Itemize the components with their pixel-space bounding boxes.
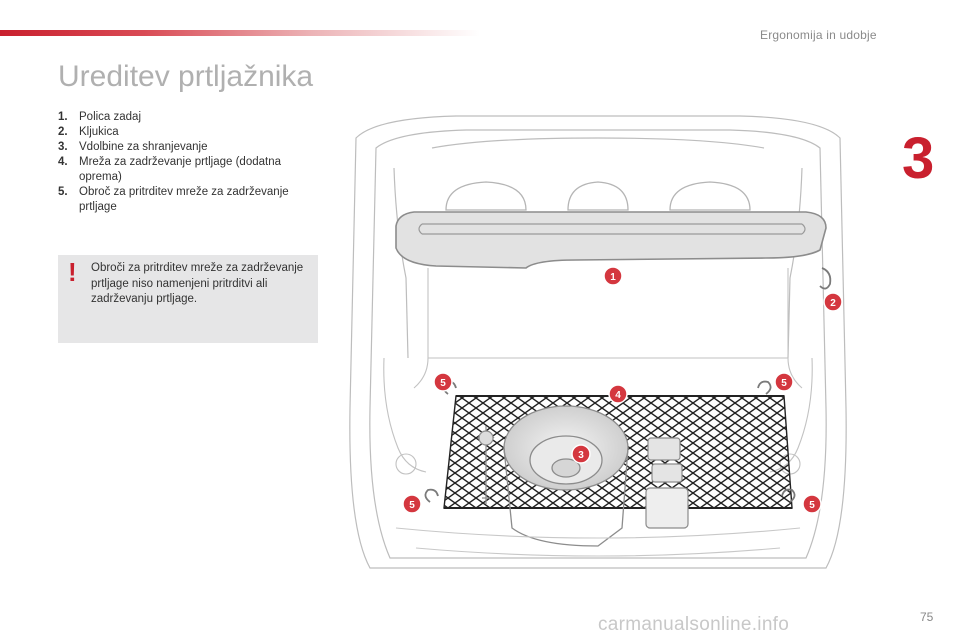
legend-number: 4. [58, 156, 68, 168]
legend-number: 5. [58, 186, 68, 198]
parcel-shelf [396, 212, 826, 268]
callout-label: 3 [578, 450, 584, 461]
callout-label: 2 [830, 298, 836, 309]
warning-box [58, 255, 318, 343]
callout-label: 5 [440, 378, 446, 389]
callout-label: 5 [409, 500, 415, 511]
legend-item [58, 140, 318, 155]
chapter-number: 3 [902, 126, 935, 191]
legend-text: Polica zadaj [79, 111, 142, 123]
warning-text: Obroči za pritrditev mreže za zadrževanje prtljage niso namenjeni pritrditvi ali zadrževanju prtljage. [91, 262, 304, 305]
legend-number: 3. [58, 141, 68, 153]
callout-5 [403, 495, 421, 513]
legend-number: 2. [58, 126, 68, 138]
trunk-illustration [336, 108, 860, 578]
page-number: 75 [920, 610, 934, 624]
callout-4 [609, 385, 627, 403]
callout-label: 5 [781, 378, 787, 389]
exclamation-icon: ! [68, 257, 77, 287]
callout-2 [824, 293, 842, 311]
legend-text: Obroč za pritrditev mreže za zadrževanje prtljage [79, 186, 289, 213]
callout-5 [434, 373, 452, 391]
legend-item [58, 155, 318, 185]
section-title: Ergonomija in udobje [760, 28, 877, 42]
legend-item [58, 125, 318, 140]
legend-item [58, 185, 318, 215]
callout-1 [604, 267, 622, 285]
callout-5 [775, 373, 793, 391]
trunk-floor [396, 528, 800, 556]
callout-label: 5 [809, 500, 815, 511]
legend-list [58, 110, 318, 215]
headrests [446, 182, 750, 210]
legend-number: 1. [58, 111, 68, 123]
callout-3 [572, 445, 590, 463]
legend-item [58, 110, 318, 125]
watermark: carmanualsonline.info [598, 614, 790, 635]
legend-text: Mreža za zadrževanje prtljage (dodatna oprema) [79, 156, 282, 183]
callout-label: 1 [610, 272, 616, 283]
spare-wheel-well [504, 406, 628, 546]
page-title: Ureditev prtljažnika [58, 60, 314, 93]
callout-label: 4 [615, 390, 621, 401]
callout-5 [803, 495, 821, 513]
legend-text: Kljukica [79, 126, 119, 138]
legend-text: Vdolbine za shranjevanje [79, 141, 208, 153]
header-accent-bar [0, 30, 480, 36]
